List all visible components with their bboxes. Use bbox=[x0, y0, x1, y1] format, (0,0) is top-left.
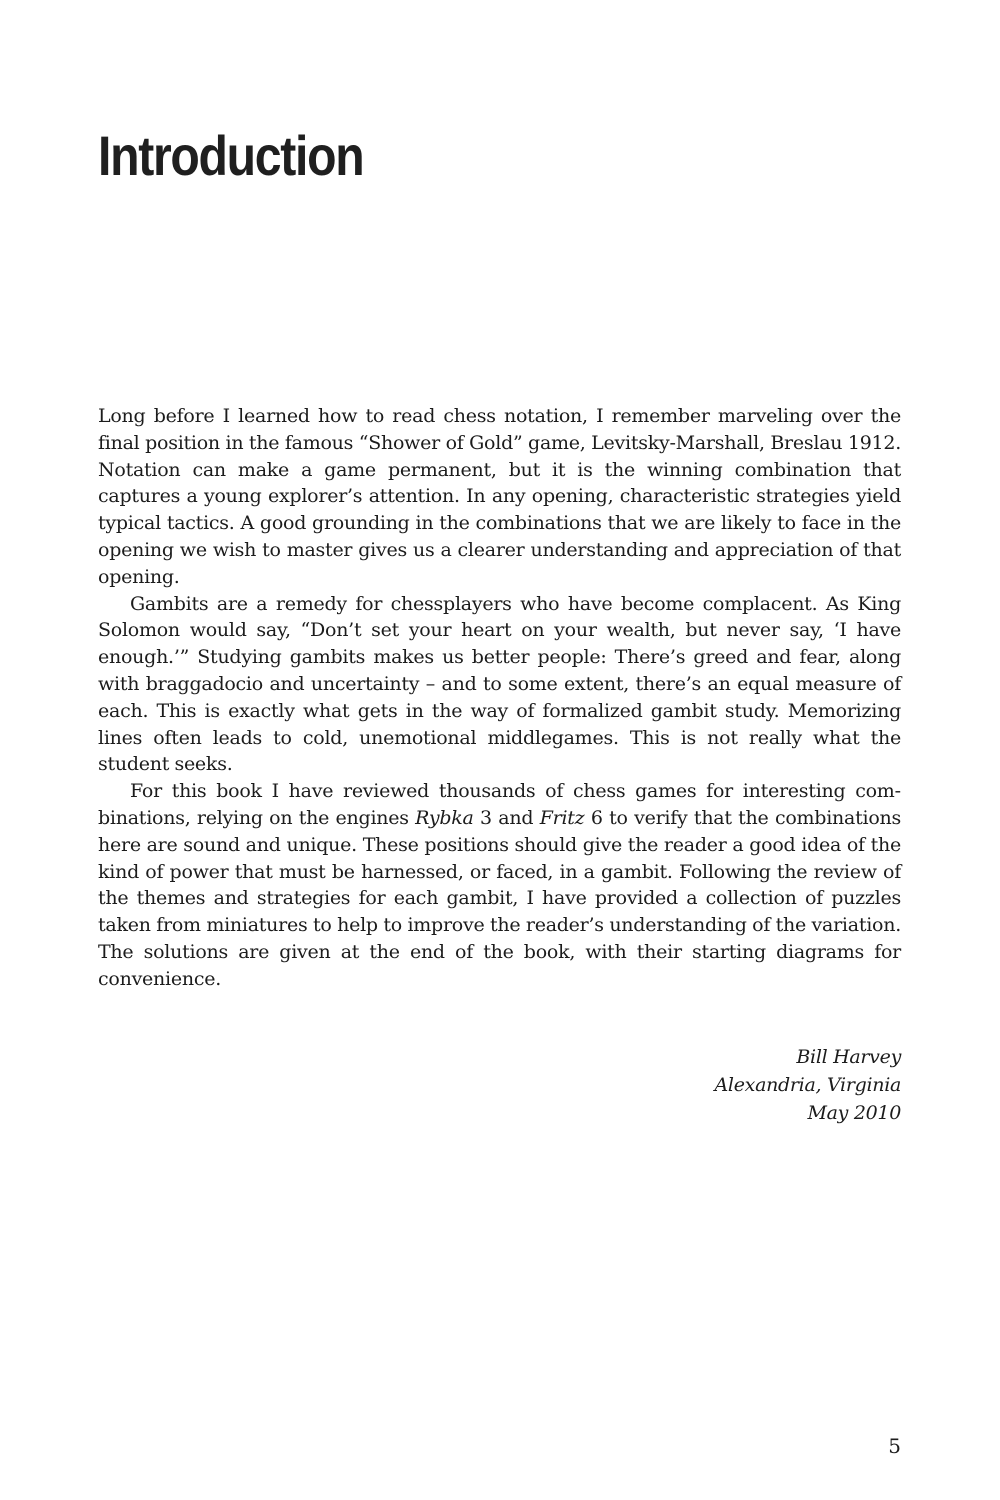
chapter-title: Introduction bbox=[98, 124, 364, 187]
engine-name-fritz: Fritz bbox=[539, 806, 585, 829]
signature-block bbox=[715, 1043, 901, 1127]
paragraph-3-text-c: 6 to verify that the combinations here are sound and unique. These positions should give the reader a good idea of the kind of power that must be harnessed, or faced, in a gambit. Following the review of the themes and strategies for each gambit, I have provided a collection of puzzles taken from miniatures to help to improve the reader’s understanding of the variation. The solutions are given at the end of the book, with their starting diagrams for convenience. bbox=[98, 806, 901, 990]
engine-name-rybka: Rybka bbox=[415, 806, 474, 829]
paragraph-3-text-b: 3 and bbox=[473, 806, 540, 829]
paragraph-2: Gambits are a remedy for chessplayers who have become complacent. As King Solomon would say, “Don’t set your heart on your wealth, but never say, ‘I have enough.’” Studying gambits makes us better people: There’s greed and fear, along with braggadocio and uncertainty – and to some extent, there’s an equal measure of each. This is exactly what gets in the way of formalized gambit study. Memorizing lines often leads to cold, unemotional middlegames. This is not really what the student seeks. bbox=[98, 592, 901, 776]
page-number: 5 bbox=[888, 1434, 901, 1458]
paragraph-3 bbox=[98, 778, 901, 992]
body-text bbox=[98, 403, 901, 993]
author-name: Bill Harvey bbox=[796, 1046, 901, 1068]
signature-date: May 2010 bbox=[807, 1102, 901, 1124]
paragraph-1: Long before I learned how to read chess notation, I remember marveling over the final position in the famous “Shower of Gold” game, Levitsky-Marshall, Breslau 1912. Notation can make a game permanent, but it is the winning combination that captures a young explorer’s attention. In any opening, characteristic strategies yield typical tactics. A good grounding in the combinations that we are likely to face in the opening we wish to master gives us a clearer understanding and appreciation of that opening. bbox=[98, 405, 901, 588]
paragraph-3-text-a: For this book I have reviewed thousands of chess games for interesting combinations, relying on the engines bbox=[98, 780, 901, 829]
author-location: Alexandria, Virginia bbox=[714, 1074, 901, 1096]
